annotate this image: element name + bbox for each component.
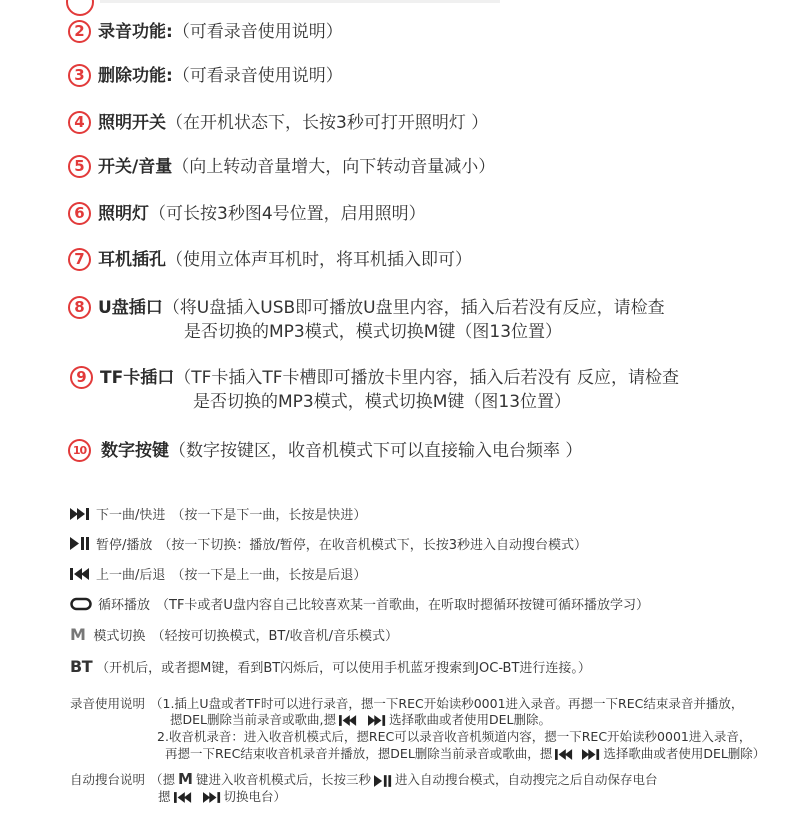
number-badge: 2 — [68, 20, 91, 43]
legend-repeat — [70, 594, 649, 613]
feature-desc: （将U盘插入USB即可播放U盘里内容，插入后若没有反应，请检查 — [162, 298, 665, 318]
feature-item-headphone — [68, 247, 472, 273]
next-icon — [70, 508, 90, 520]
number-badge-1-partial — [66, 0, 94, 16]
autosearch-label: 自动搜台说明 — [70, 772, 146, 787]
feature-title: 照明开关 — [98, 113, 166, 133]
play-pause-icon — [70, 537, 90, 550]
feature-title: 录音功能: — [98, 22, 173, 42]
legend-label: 循环播放 — [98, 598, 151, 613]
mode-icon: M — [70, 625, 86, 644]
legend-desc: （轻按可切换模式，BT/收音机/音乐模式） — [151, 629, 399, 644]
number-badge: 6 — [68, 202, 91, 225]
recording-line-3: 2.收音机录音：进入收音机模式后，摁REC可以录音收音机频道内容，摁一下REC开始读秒0001进入录音， — [157, 729, 752, 744]
feature-desc: （可长按3秒图4号位置，启用照明） — [149, 204, 426, 224]
autosearch-line-1 — [150, 771, 657, 788]
legend-label: 模式切换 — [93, 629, 146, 644]
repeat-icon — [70, 597, 92, 611]
feature-item-lamp — [68, 201, 426, 227]
recording-text: 选择歌曲或者使用DEL删除） — [603, 746, 766, 761]
legend-desc: （TF卡或者U盘内容自己比较喜欢某一首歌曲，在听取时摁循环按键可循环播放学习） — [156, 598, 649, 613]
feature-title: 删除功能: — [98, 66, 173, 86]
autosearch-text: 切换电台） — [223, 789, 287, 804]
recording-line-1: （1.插上U盘或者TF时可以进行录音，摁一下REC开始读秒0001进入录音。再摁一下REC结束录音并播放， — [150, 696, 744, 711]
autosearch-text: 进入自动搜台模式，自动搜完之后自动保存电台 — [394, 772, 658, 787]
feature-item-record — [68, 19, 343, 45]
legend-next — [70, 504, 366, 523]
autosearch-text: （摁 — [150, 772, 176, 787]
feature-title: 开关/音量 — [98, 157, 173, 177]
feature-title: TF卡插口 — [100, 368, 175, 388]
autosearch-line-2 — [158, 788, 286, 805]
recording-label: 录音使用说明 — [70, 696, 146, 711]
legend-desc: （开机后，或者摁M键，看到BT闪烁后，可以使用手机蓝牙搜索到JOC-BT进行连接。） — [96, 661, 591, 676]
feature-item-number-keys — [68, 438, 582, 464]
number-badge: 4 — [68, 111, 91, 134]
feature-item-volume — [68, 154, 495, 180]
previous-icon — [555, 749, 573, 760]
feature-desc: （可看录音使用说明） — [172, 66, 343, 86]
feature-desc: （使用立体声耳机时，将耳机插入即可） — [166, 250, 472, 270]
feature-title: 数字按键 — [101, 441, 169, 461]
feature-item-light-switch — [68, 110, 488, 136]
mode-icon: M — [178, 770, 193, 788]
number-badge: 9 — [70, 366, 93, 389]
legend-desc: （按一下是下一曲，长按是快进） — [171, 508, 367, 523]
feature-desc: （可看录音使用说明） — [172, 22, 343, 42]
feature-desc-continued: 是否切换的MP3模式，模式切换M键（图13位置） — [193, 392, 572, 412]
feature-desc: （TF卡插入TF卡槽即可播放卡里内容，插入后若没有 反应，请检查 — [174, 368, 679, 388]
legend-mode — [70, 625, 398, 644]
feature-desc: （向上转动音量增大，向下转动音量减小） — [172, 157, 496, 177]
legend-play-pause — [70, 534, 587, 553]
previous-icon — [174, 792, 192, 803]
feature-title: 耳机插孔 — [98, 250, 166, 270]
number-badge: 7 — [68, 248, 91, 271]
next-icon — [368, 715, 386, 726]
autosearch-text: 键进入收音机模式后，长按三秒 — [195, 772, 371, 787]
legend-label: 暂停/播放 — [96, 538, 153, 553]
feature-title: U盘插口 — [98, 298, 163, 318]
recording-text: 选择歌曲或者使用DEL删除。 — [388, 712, 551, 727]
legend-label: 上一曲/后退 — [96, 568, 166, 583]
recording-line-2 — [170, 711, 551, 728]
next-icon — [203, 792, 221, 803]
feature-desc-continued: 是否切换的MP3模式，模式切换M键（图13位置） — [184, 322, 563, 342]
feature-item-delete — [68, 63, 343, 89]
feature-desc: （在开机状态下，长按3秒可打开照明灯 ） — [166, 113, 489, 133]
cropped-line — [100, 0, 500, 3]
feature-desc: （数字按键区，收音机模式下可以直接输入电台频率 ） — [169, 441, 583, 461]
legend-bluetooth — [70, 657, 591, 676]
previous-icon — [70, 568, 90, 580]
legend-desc: （按一下是上一曲，长按是后退） — [171, 568, 367, 583]
legend-desc: （按一下切换：播放/暂停，在收音机模式下，长按3秒进入自动搜台模式） — [158, 538, 588, 553]
recording-line-4 — [165, 745, 765, 762]
autosearch-text: 摁 — [158, 789, 171, 804]
legend-previous — [70, 564, 366, 583]
recording-text: 摁DEL删除当前录音或歌曲,摁 — [170, 712, 336, 727]
number-badge: 8 — [68, 296, 91, 319]
number-badge: 10 — [68, 439, 91, 462]
bluetooth-icon: BT — [70, 657, 93, 676]
previous-icon — [339, 715, 357, 726]
feature-item-usb — [68, 295, 665, 321]
play-pause-icon — [374, 775, 392, 787]
recording-text: 再摁一下REC结束收音机录音并播放，摁DEL删除当前录音或歌曲，摁 — [165, 746, 553, 761]
legend-label: 下一曲/快进 — [96, 508, 166, 523]
feature-item-tf-card — [70, 365, 679, 391]
feature-title: 照明灯 — [98, 204, 149, 224]
number-badge: 5 — [68, 155, 91, 178]
number-badge: 3 — [68, 64, 91, 87]
next-icon — [582, 749, 600, 760]
